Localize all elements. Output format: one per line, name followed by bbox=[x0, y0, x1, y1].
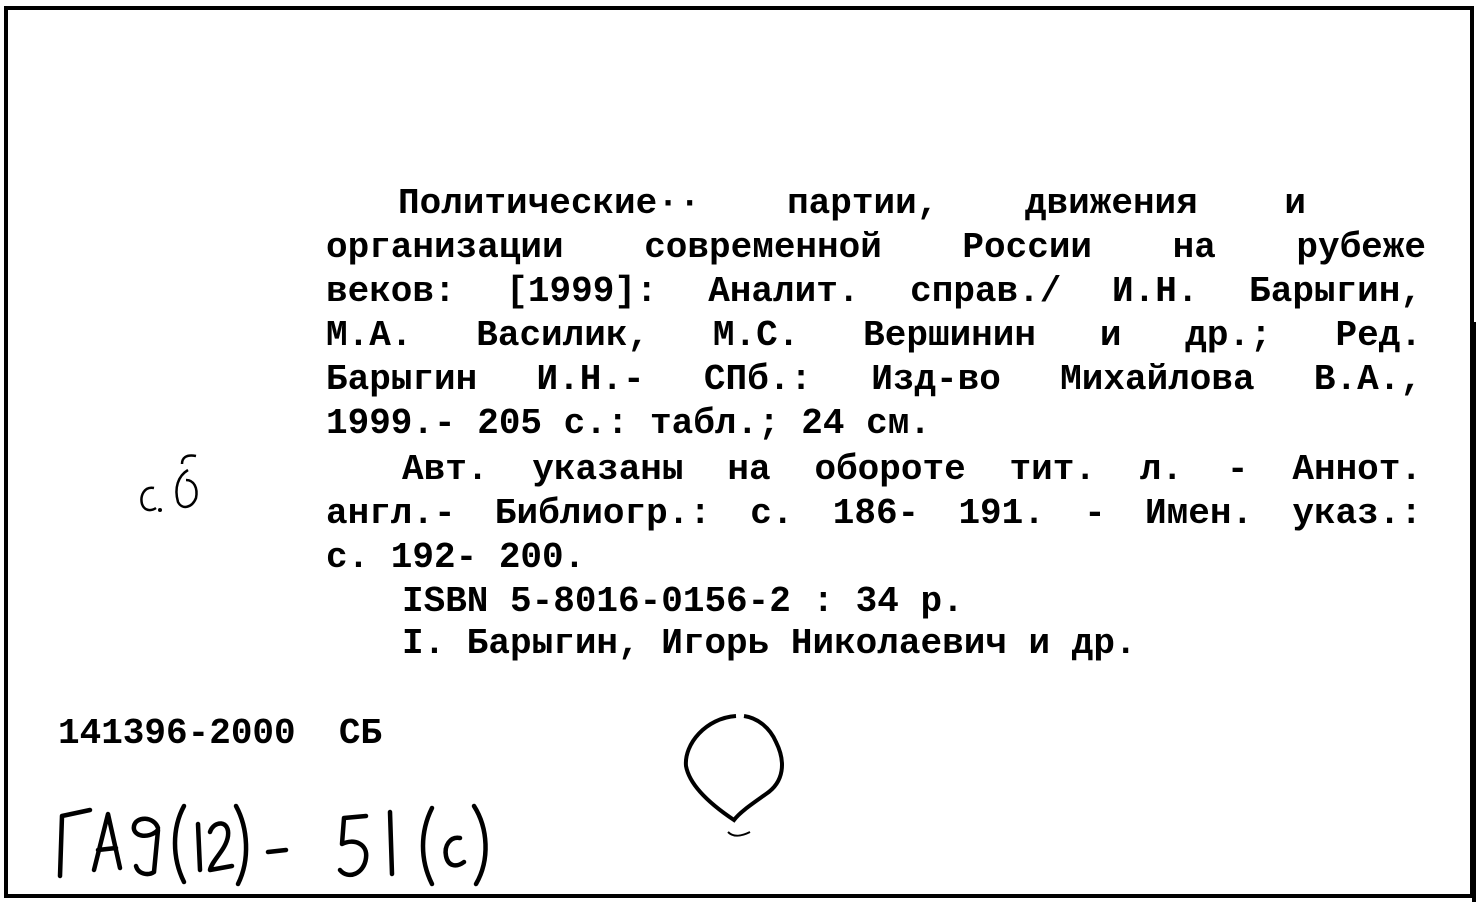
word: и bbox=[1284, 183, 1306, 224]
word: Ред. bbox=[1335, 315, 1422, 356]
accession-number: 141396-2000 СБ bbox=[58, 713, 383, 754]
word: Барыгин, bbox=[1249, 271, 1422, 312]
word: Михайлова bbox=[1060, 359, 1255, 400]
entry-line-3 bbox=[326, 271, 1422, 312]
handwritten-shelfmark bbox=[50, 794, 520, 890]
word: М.А. bbox=[326, 315, 413, 356]
word: СПб.: bbox=[703, 359, 812, 400]
tracing-line: I. Барыгин, Игорь Николаевич и др. bbox=[402, 623, 1137, 664]
word: л. bbox=[1139, 449, 1184, 490]
word: - bbox=[1084, 493, 1106, 534]
word: англ.- bbox=[326, 493, 456, 534]
word: России bbox=[962, 227, 1093, 268]
stamp-outline bbox=[676, 708, 796, 848]
word: Авт. bbox=[402, 449, 489, 490]
word: обороте bbox=[814, 449, 966, 490]
word: современной bbox=[644, 227, 882, 268]
word: др.; bbox=[1185, 315, 1272, 356]
word: 191. bbox=[958, 493, 1045, 534]
word: на bbox=[727, 449, 771, 490]
entry-line-2 bbox=[326, 227, 1426, 268]
entry-line-5 bbox=[326, 359, 1422, 400]
word: организации bbox=[326, 227, 564, 268]
word: Василик, bbox=[476, 315, 650, 356]
word: рубеже bbox=[1296, 227, 1426, 268]
word: Имен. bbox=[1145, 493, 1254, 534]
entry-line-1 bbox=[398, 183, 1306, 224]
entry-line-6: 1999.- 205 с.: табл.; 24 см. bbox=[326, 403, 931, 444]
word: Аннот. bbox=[1292, 449, 1422, 490]
word: тит. bbox=[1009, 449, 1096, 490]
entry-line-4 bbox=[326, 315, 1422, 356]
word: Барыгин bbox=[326, 359, 478, 400]
word: Вершинин bbox=[863, 315, 1036, 356]
word: И.Н. bbox=[1112, 271, 1199, 312]
entry-line-9: с. 192- 200. bbox=[326, 537, 586, 578]
word: веков: bbox=[326, 271, 456, 312]
entry-line-7 bbox=[402, 449, 1422, 490]
handwritten-margin-note bbox=[130, 440, 220, 530]
word: указ.: bbox=[1292, 493, 1422, 534]
word: справ./ bbox=[910, 271, 1062, 312]
word: Изд-во bbox=[871, 359, 1001, 400]
word: Библиогр.: bbox=[494, 493, 711, 534]
card-edge-right bbox=[1472, 322, 1476, 902]
word: на bbox=[1172, 227, 1216, 268]
word: - bbox=[1226, 449, 1249, 490]
word: партии, bbox=[787, 183, 939, 224]
word: с. bbox=[750, 493, 794, 534]
word: указаны bbox=[532, 449, 684, 490]
word: [1999]: bbox=[506, 271, 658, 312]
word: и bbox=[1099, 315, 1122, 356]
word: И.Н.- bbox=[536, 359, 645, 400]
word: М.С. bbox=[712, 315, 800, 356]
word: 186- bbox=[832, 493, 920, 534]
word: движения bbox=[1024, 183, 1198, 224]
corner-mark bbox=[4, 16, 8, 20]
entry-line-8 bbox=[326, 493, 1422, 534]
isbn-line: ISBN 5-8016-0156-2 : 34 р. bbox=[402, 581, 964, 622]
word: В.А., bbox=[1313, 359, 1422, 400]
word: Аналит. bbox=[708, 271, 860, 312]
word: Политические·· bbox=[398, 183, 701, 224]
